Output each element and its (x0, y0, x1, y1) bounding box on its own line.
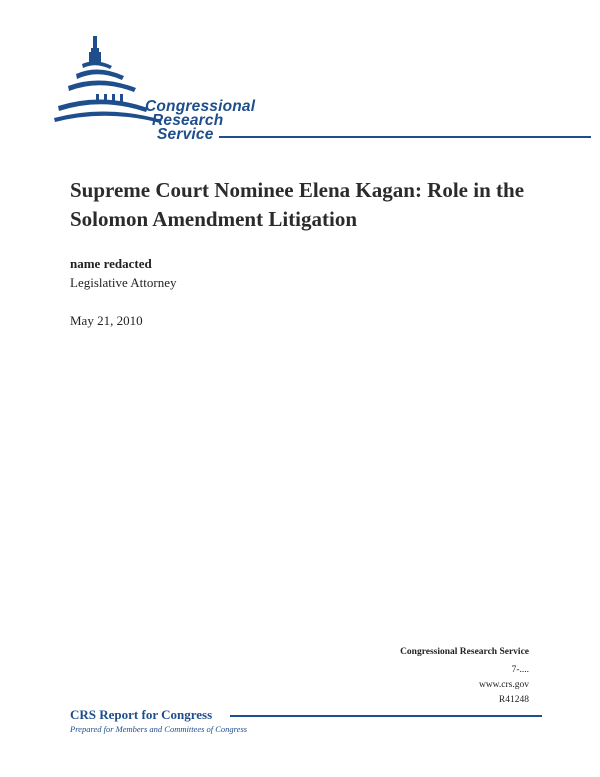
contact-organization: Congressional Research Service (400, 647, 529, 657)
logo-line-congressional: Congressional (145, 98, 256, 115)
contact-block (400, 645, 529, 708)
author-name: name redacted (70, 256, 152, 271)
logo-line-research: Research (152, 112, 224, 129)
contact-phone: 7-.... (511, 665, 529, 675)
crs-logo (52, 32, 542, 152)
logo-divider (219, 136, 591, 138)
report-number: R41248 (498, 695, 529, 705)
footer-divider (230, 715, 542, 717)
report-title: Supreme Court Nominee Elena Kagan: Role in the Solomon Amendment Litigation (70, 178, 525, 231)
author-role: Legislative Attorney (70, 275, 177, 290)
report-date: May 21, 2010 (70, 313, 143, 328)
contact-website[interactable]: www.crs.gov (478, 680, 529, 690)
footer-subtitle: Prepared for Members and Committees of Congress (70, 724, 248, 734)
logo-line-service: Service (157, 126, 214, 143)
footer-title: CRS Report for Congress (70, 707, 213, 722)
